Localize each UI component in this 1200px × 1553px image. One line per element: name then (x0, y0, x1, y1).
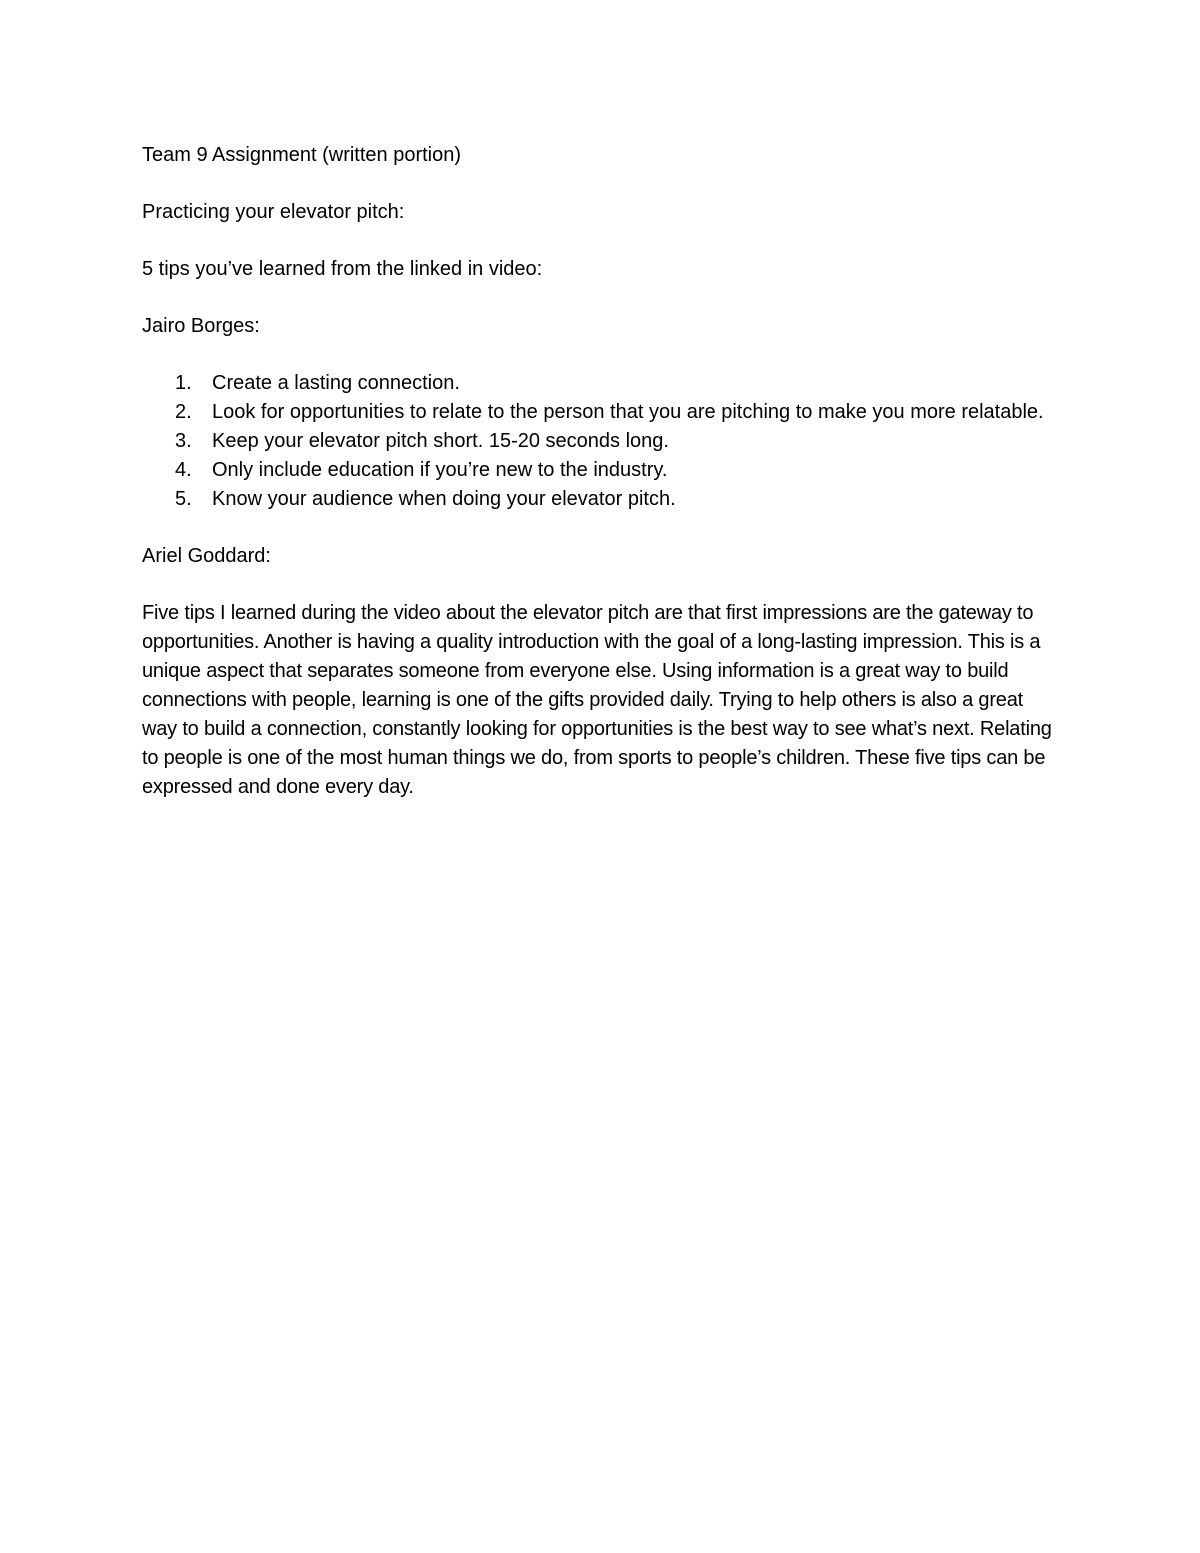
document-body (142, 141, 1062, 802)
list-item (142, 456, 1062, 485)
list-item (142, 427, 1062, 456)
list-item-text: Only include education if you’re new to the industry. (212, 459, 668, 481)
tips-list (142, 369, 1062, 514)
list-item-text: Look for opportunities to relate to the person that you are pitching to make you more relatable. (212, 401, 1044, 423)
document-prompt: 5 tips you’ve learned from the linked in video: (142, 258, 543, 280)
section-author: Ariel Goddard: (142, 545, 271, 567)
list-item (142, 485, 1062, 514)
list-item-number: 4. (175, 459, 192, 481)
list-item-number: 5. (175, 488, 192, 510)
document-subtitle: Practicing your elevator pitch: (142, 201, 405, 223)
list-item-text: Keep your elevator pitch short. 15-20 seconds long. (212, 430, 669, 452)
list-item (142, 398, 1062, 427)
list-item-text: Know your audience when doing your elevator pitch. (212, 488, 676, 510)
section-author: Jairo Borges: (142, 315, 260, 337)
document-title: Team 9 Assignment (written portion) (142, 144, 462, 166)
list-item-number: 1. (175, 372, 192, 394)
list-item-number: 2. (175, 401, 192, 423)
section-paragraph: Five tips I learned during the video about the elevator pitch are that first impressions are the gateway to opportunities. Another is having a quality introduction with the goal of a long-lasting impression. This is a unique aspect that separates someone from everyone else. Using information is a great way to build connections with people, learning is one of the gifts provided daily. Trying to help others is also a great way to build a connection, constantly looking for opportunities is the best way to see what’s next. Relating to people is one of the most human things we do, from sports to people’s children. These five tips can be expressed and done every day. (142, 602, 1052, 798)
list-item-number: 3. (175, 430, 192, 452)
list-item (142, 369, 1062, 398)
list-item-text: Create a lasting connection. (212, 372, 460, 394)
